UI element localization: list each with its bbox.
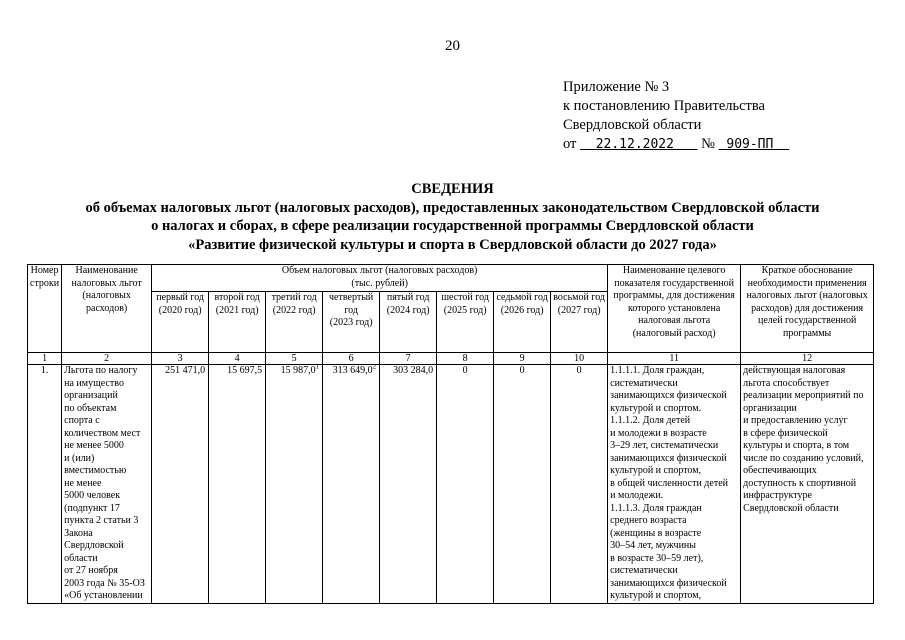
benefit-name-line: «Об установлении — [64, 590, 143, 601]
header-year-label: год — [344, 304, 358, 316]
header-year-6 — [437, 292, 494, 353]
annex-date-line — [563, 135, 789, 154]
value-text: 15 987,0 — [280, 365, 316, 376]
header-indicator-line: которого установлена — [627, 302, 721, 314]
value-footnote: 2 — [372, 364, 377, 371]
column-number: 5 — [266, 353, 323, 365]
header-justification-line: необходимости применения — [747, 277, 867, 289]
row-indicator — [608, 365, 741, 604]
header-justification-line: целей государственной — [757, 315, 857, 326]
header-year-value: (2024 год) — [386, 304, 430, 316]
annex-number-value: 909-ПП — [726, 137, 774, 152]
header-year-value: (2025 год) — [443, 304, 487, 316]
benefit-name-line: области — [64, 552, 98, 564]
header-year-label: первый год — [156, 292, 204, 303]
annex-date — [580, 137, 697, 152]
indicator-line: систематически — [610, 565, 678, 576]
row-value-2022 — [266, 365, 323, 604]
benefit-name-line: Льгота по налогу — [64, 365, 138, 376]
header-indicator-line: Наименование целевого — [622, 265, 726, 276]
header-year-3 — [266, 292, 323, 353]
indicator-line: занимающихся физической — [610, 452, 727, 464]
header-indicator — [608, 265, 741, 353]
column-number: 8 — [437, 353, 494, 365]
value-text: 303 284,0 — [393, 365, 434, 376]
benefit-name-line: Свердловской — [64, 540, 124, 551]
benefit-name-line: и (или) — [64, 452, 95, 464]
indicator-line: 1.1.1.3. Доля граждан — [610, 502, 702, 514]
header-year-label: пятый год — [386, 292, 430, 303]
column-number: 1 — [28, 353, 62, 365]
indicator-line: среднего возраста — [610, 515, 687, 526]
annex-line-2: к постановлению Правительства — [563, 98, 765, 114]
header-year-value: (2020 год) — [158, 304, 202, 316]
row-value-2026 — [494, 365, 551, 604]
row-value-2023 — [323, 365, 380, 604]
header-indicator-line: показателя государственной — [614, 277, 735, 289]
row-justification — [741, 365, 874, 604]
annex-line-1: Приложение № 3 — [563, 79, 670, 95]
benefit-name-line: не менее — [64, 477, 102, 489]
justification-line: инфраструктуре — [743, 490, 812, 501]
benefit-name-line: количеством мест — [64, 427, 141, 439]
header-year-value: (2022 год) — [272, 304, 316, 316]
title-line-3: «Развитие физической культуры и спорта в Свердловской области до 2027 года» — [188, 236, 717, 253]
column-number: 3 — [152, 353, 209, 365]
header-row-num-line: строки — [30, 277, 60, 289]
header-justification-line: программы — [783, 327, 832, 339]
row-value-2021 — [209, 365, 266, 604]
header-indicator-line: (налоговый расход) — [632, 327, 716, 339]
header-justification-line: налоговых льгот (налоговых — [746, 290, 868, 301]
row-value-2027 — [551, 365, 608, 604]
benefit-name-line: не менее 5000 — [64, 440, 124, 451]
header-justification — [741, 265, 874, 353]
annex-number — [719, 137, 789, 152]
header-year-value: (2021 год) — [215, 304, 259, 316]
justification-line: числе по созданию условий, — [743, 452, 864, 464]
benefit-name-line: 5000 человек — [64, 490, 121, 501]
header-justification-line: расходов) для достижения — [751, 302, 864, 314]
value-text: 15 697,5 — [227, 365, 263, 376]
title-line-2: о налогах и сборах, в сфере реализации государственной программы Свердловской области — [151, 218, 754, 234]
header-name-line: (налоговых — [82, 290, 131, 301]
column-number: 2 — [62, 353, 152, 365]
header-row-num-line: Номер — [30, 265, 59, 276]
header-year-2 — [209, 292, 266, 353]
indicator-line: культурой и спортом, — [610, 465, 702, 476]
justification-line: льгота способствует — [743, 377, 830, 389]
justification-line: культуры и спорта, в том — [743, 440, 850, 451]
benefit-name-line: вместимостью — [64, 465, 127, 476]
header-year-1 — [152, 292, 209, 353]
justification-line: и предоставлению услуг — [743, 415, 848, 426]
header-year-label: седьмой год — [496, 292, 548, 303]
benefit-name-line: на имущество — [64, 377, 124, 389]
annex-number-prefix: № — [701, 136, 715, 152]
row-benefit-name — [62, 365, 152, 604]
benefit-name-line: организаций — [64, 390, 118, 401]
value-footnote: 1 — [315, 364, 320, 371]
indicator-line: 30–54 лет, мужчины — [610, 540, 696, 551]
row-value-2024 — [380, 365, 437, 604]
benefit-name-line: от 27 ноября — [64, 565, 118, 576]
indicator-line: и молодежи в возрасте — [610, 427, 707, 439]
header-year-8 — [551, 292, 608, 353]
header-row-num — [28, 265, 62, 353]
header-year-4 — [323, 292, 380, 353]
column-number: 4 — [209, 353, 266, 365]
annex-from-prefix: от — [563, 136, 577, 152]
annex-line-3: Свердловской области — [563, 117, 702, 133]
header-name-line: расходов) — [86, 302, 128, 314]
column-numbers-row — [28, 353, 874, 365]
justification-line: действующая налоговая — [743, 365, 846, 376]
header-year-value: (2026 год) — [500, 304, 544, 316]
tax-benefits-table — [27, 264, 874, 604]
benefit-name-line: спорта с — [64, 415, 100, 426]
header-indicator-line: программы, для достижения — [613, 290, 735, 301]
justification-line: организации — [743, 402, 797, 414]
title-heading: СВЕДЕНИЯ — [411, 181, 494, 197]
header-year-value: (2027 год) — [557, 304, 601, 316]
indicator-line: (женщины в возрасте — [610, 527, 702, 539]
indicator-line: в общей численности детей — [610, 477, 728, 489]
header-year-5 — [380, 292, 437, 353]
header-justification-line: Краткое обоснование — [761, 265, 853, 276]
row-value-2020 — [152, 365, 209, 604]
column-number: 9 — [494, 353, 551, 365]
value-text: 313 649,0 — [332, 365, 373, 376]
value-text: 0 — [576, 365, 582, 376]
header-year-label: шестой год — [441, 292, 489, 303]
indicator-line: занимающихся физической — [610, 390, 727, 401]
benefit-name-line: (подпункт 17 — [64, 502, 120, 514]
header-year-label: восьмой год — [553, 292, 605, 303]
indicator-line: культурой и спортом. — [610, 402, 702, 414]
annex-block — [563, 78, 789, 154]
indicator-line: культурой и спортом, — [610, 590, 702, 601]
column-number: 7 — [380, 353, 437, 365]
indicator-line: и молодежи. — [610, 490, 664, 501]
indicator-line: 1.1.1.2. Доля детей — [610, 415, 691, 426]
column-number: 6 — [323, 353, 380, 365]
column-number: 11 — [608, 353, 741, 365]
justification-line: Свердловской области — [743, 502, 839, 514]
header-name-line: Наименование — [75, 265, 138, 276]
justification-line: реализации мероприятий по — [743, 390, 864, 401]
column-number: 10 — [551, 353, 608, 365]
header-name — [62, 265, 152, 353]
column-number: 12 — [741, 353, 874, 365]
table-header-row-1 — [28, 265, 874, 292]
indicator-line: в возрасте 30–59 лет), — [610, 552, 704, 564]
indicator-line: 3–29 лет, систематически — [610, 440, 719, 451]
benefit-name-line: по объектам — [64, 402, 117, 414]
row-value-2025 — [437, 365, 494, 604]
header-volume — [152, 265, 608, 292]
header-year-label: четвертый — [329, 292, 374, 303]
indicator-line: 1.1.1.1. Доля граждан, — [610, 365, 705, 376]
benefit-name-line: 2003 года № 35-ОЗ — [64, 577, 145, 589]
header-year-label: третий год — [271, 292, 317, 303]
title-line-1: об объемах налоговых льгот (налоговых расходов), предоставленных законодательством Свердловской области — [85, 199, 820, 216]
value-text: 251 471,0 — [165, 365, 206, 376]
value-text: 0 — [462, 365, 468, 376]
justification-line: обеспечивающих — [743, 465, 817, 476]
header-volume-unit: (тыс. рублей) — [351, 277, 408, 289]
header-volume-line: Объем налоговых льгот (налоговых расходов) — [281, 265, 478, 276]
justification-line: доступность к спортивной — [743, 477, 857, 489]
indicator-line: систематически — [610, 377, 678, 389]
value-text: 0 — [519, 365, 525, 376]
header-indicator-line: налоговая льгота — [638, 315, 711, 326]
header-year-value: (2023 год) — [329, 317, 373, 328]
table-row — [28, 365, 874, 604]
justification-line: в сфере физической — [743, 427, 828, 439]
page-number: 20 — [445, 38, 460, 54]
indicator-line: занимающихся физической — [610, 577, 727, 589]
document-title — [0, 180, 905, 254]
annex-date-value: 22.12.2022 — [595, 137, 674, 152]
header-year-label: второй год — [214, 292, 260, 303]
header-name-line: налоговых льгот — [71, 277, 142, 289]
benefit-name-line: пункта 2 статьи 3 — [64, 515, 139, 526]
header-year-7 — [494, 292, 551, 353]
benefit-name-line: Закона — [64, 527, 93, 539]
row-number: 1. — [28, 365, 62, 604]
